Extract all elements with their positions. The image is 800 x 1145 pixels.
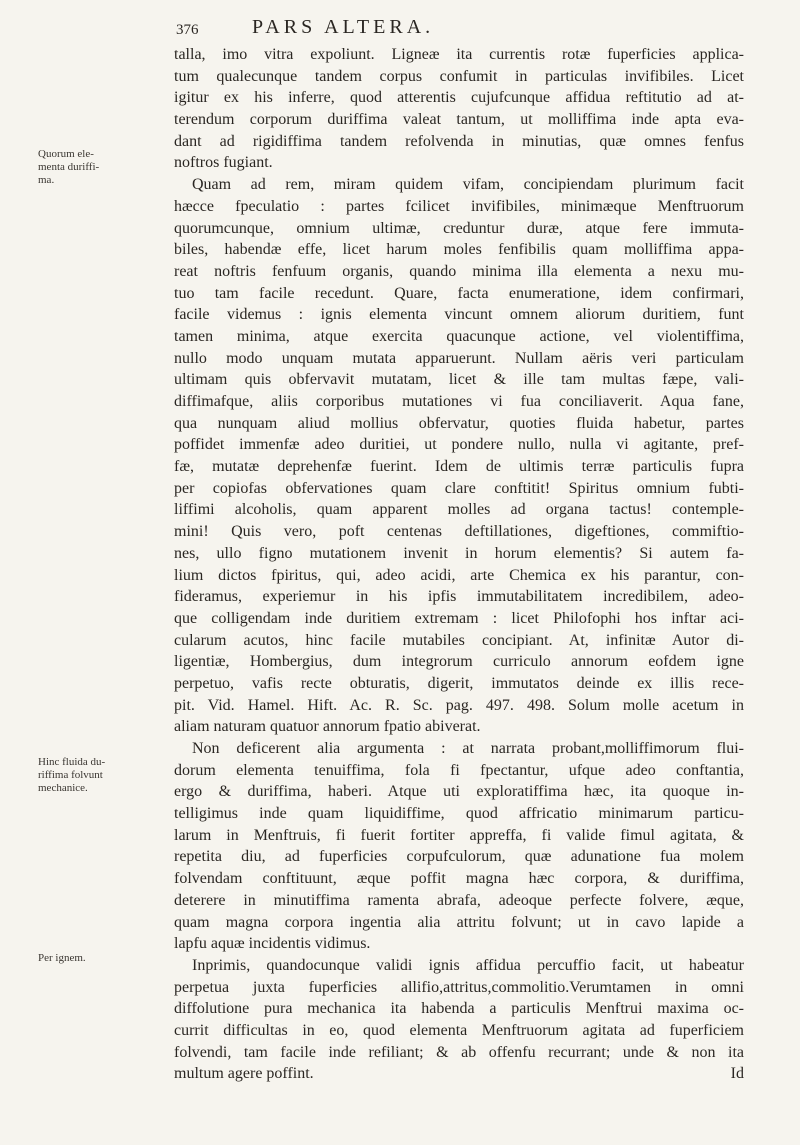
text-line: ultimam quis obfervavit mutatam, licet & ille tam multas fæpe, vali- <box>174 371 744 389</box>
text-line: que colligendam inde duritiem extremam : licet Philofophi hos inftar aci- <box>174 609 744 627</box>
text-line: lium dictos fpiritus, qui, adeo acidi, arte Chemica ex his parantur, con- <box>174 566 744 584</box>
text-line: talla, imo vitra expoliunt. Ligneæ ita currentis rotæ fuperficies applica- <box>174 46 744 63</box>
text-line: mini! Quis vero, poft centenas deftillationes, digeftiones, commiftio- <box>174 523 744 541</box>
text-line: fæ, mutatæ deprehenfæ fuerint. Idem de ultimis terræ particulis fupra <box>174 458 744 476</box>
margin-note-line: menta duriffi- <box>38 161 100 173</box>
text-line: liffimi alcoholis, quam apparent molles ad organa tactus! contemple- <box>174 501 744 519</box>
text-line: larum in Menftruis, fi fuerit fortiter appreffa, fi valide fimul agitata, & <box>174 826 744 844</box>
text-line: biles, habendæ effe, licet harum moles fenfibilis quam molliffima appa- <box>174 241 744 259</box>
margin-note-3 <box>38 952 146 965</box>
text-line: perpetuo, vafis recte obturatis, digerit, immutatos deinde ex illis rece- <box>174 674 744 692</box>
running-head: PARS ALTERA. <box>252 16 435 38</box>
text-line: dant ad rigidiffima tandem refolvenda in minutias, quæ omnes fenfus <box>174 132 744 150</box>
text-line: nes, ullo figno mutationem invenit in horum elementis? Si autem fa- <box>174 544 744 562</box>
text-line: quam magna corpora ingentia alia attritu folvunt; ut in cavo lapide a <box>174 913 744 931</box>
text-line: perpetua juxta fuperficies allifio,attritus,commolitio.Verumtamen in omni <box>174 978 744 996</box>
text-line: nullo modo unquam mutata apparuerunt. Nullam aëris veri particulam <box>174 349 744 367</box>
text-line: noftros fugiant. <box>174 154 273 172</box>
text-line: hæcce fpeculatio : partes fcilicet invifibiles, minimæque Menftruorum <box>174 197 744 215</box>
text-line: reat noftris fenfuum organis, quando minima illa elementa a nexu mu- <box>174 262 744 280</box>
text-line: diffolutione pura mechanica ita habenda a particulis Menftrui maxima oc- <box>174 1000 744 1018</box>
text-line: dorum elementa tenuiffima, fola fi fpectantur, ufque adeo conftantia, <box>174 761 744 779</box>
text-line: fideramus, experiemur in his ipfis immutabilitatem incredibilem, adeo- <box>174 588 744 606</box>
text-line: qua nunquam aliud mollius obfervatur, quoties fluida habetur, partes <box>174 414 744 432</box>
margin-note-line: Quorum ele- <box>38 148 94 160</box>
margin-note-1 <box>38 148 146 187</box>
text-line: diffimafque, aliis corporibus mutationes vi fua conciliaverit. Aqua fane, <box>174 393 744 410</box>
page-header <box>176 16 736 42</box>
text-line-final <box>174 1063 744 1085</box>
text-line: cularum acutos, hinc facile mutabiles concipiant. At, infinitæ Autor di- <box>174 631 744 649</box>
text-line: ligentiæ, Hombergius, dum integrorum curriculo annorum eofdem igne <box>174 653 744 671</box>
text-line: folvendi, tam facile inde refiliant; & ab offenfu recurrant; unde & non ita <box>174 1043 744 1061</box>
text-line: deterere in minutiffima ramenta abrafa, adeoque perfecte folvere, æque, <box>174 891 744 909</box>
text-line: aliam naturam quatuor annorum fpatio abiverat. <box>174 718 481 736</box>
page-number: 376 <box>176 22 199 38</box>
text-line: Quam ad rem, miram quidem vifam, concipiendam plurimum facit <box>192 176 744 194</box>
text-line: terendum corporum duriffima valeat tantum, ut molliffima inde apta eva- <box>174 111 744 129</box>
margin-note-2 <box>38 756 146 795</box>
margin-note-line: mechanice. <box>38 782 88 794</box>
catchword: Id <box>730 1065 744 1083</box>
text-line: ergo & duriffima, haberi. Atque uti exploratiffima hæc, ita quoque in- <box>174 783 744 801</box>
text-line: repetita diu, ad fuperficies corpufculorum, quæ adunatione fua molem <box>174 848 744 866</box>
text-line: telligimus inde quam liquidiffime, quod affricatio minimarum particu- <box>174 805 744 823</box>
text-line: Inprimis, quandocunque validi ignis affidua percuffio facit, ut habeatur <box>192 956 744 974</box>
text-line: per copiofas obfervationes quam clare conftitit! Spiritus omnium fubti- <box>174 479 744 497</box>
text-line: quorumcunque, omnium ultimæ, creduntur duræ, atque fere immuta- <box>174 219 744 237</box>
margin-note-line: ma. <box>38 174 55 186</box>
text-line: Non deficerent alia argumenta : at narrata probant,molliffimorum flui- <box>192 740 744 757</box>
text-line: facile videmus : ignis elementa vincunt omnem aliorum duritiem, funt <box>174 306 744 324</box>
margin-note-line: riffima folvunt <box>38 769 103 781</box>
margin-note-line: Per ignem. <box>38 952 86 964</box>
margin-note-line: Hinc fluida du- <box>38 756 106 768</box>
text-line: tum qualecunque tandem corpus confumit in particulas invifibiles. Licet <box>174 67 744 85</box>
body-text <box>174 44 744 1085</box>
text-line: poffidet immenfæ adeo duritiei, ut pondere nullo, nulla vi agitante, pref- <box>174 436 744 454</box>
text-line: folvendam conftituunt, æque poffit magna hæc corpora, & duriffima, <box>174 870 744 888</box>
text-line: igitur ex his inferre, quod atterentis cujufcunque affidua reftitutio ad at- <box>174 89 744 107</box>
text-line: tamen minima, atque exercita quacunque actione, vel violentiffima, <box>174 327 744 345</box>
text-line: tuo tam facile recedunt. Quare, facta enumeratione, idem confirmari, <box>174 284 744 302</box>
text-line-content: multum agere poffint. <box>174 1065 314 1083</box>
text-line: lapfu aquæ incidentis vidimus. <box>174 935 371 953</box>
text-line: currit difficultas in eo, quod elementa Menftruorum agitata ad fuperficiem <box>174 1021 744 1039</box>
text-line: pit. Vid. Hamel. Hift. Ac. R. Sc. pag. 497. 498. Solum molle acetum in <box>174 696 744 714</box>
